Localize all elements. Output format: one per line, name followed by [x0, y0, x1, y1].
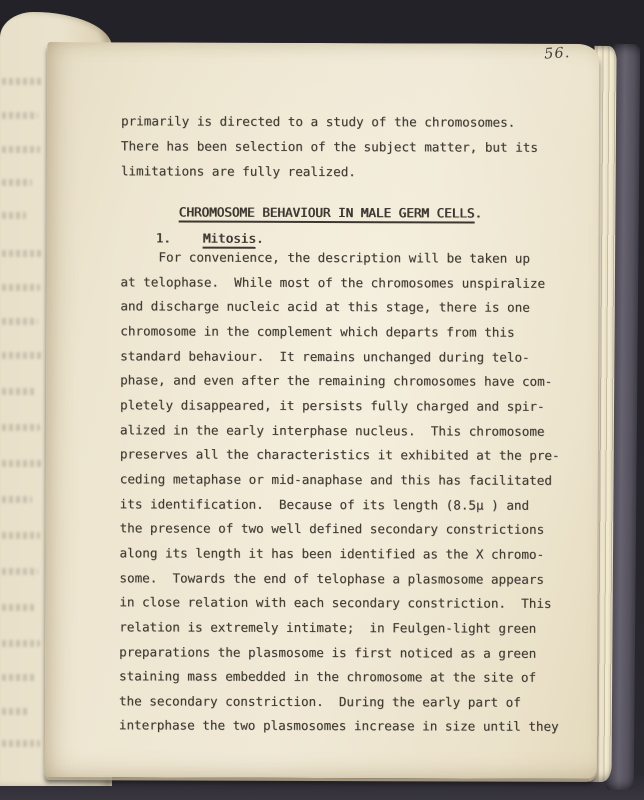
show-through-line [2, 146, 40, 153]
typed-line: its identification. Because of its length (8.5μ ) and [119, 495, 530, 513]
show-through-line [2, 112, 38, 119]
show-through-line [2, 604, 34, 611]
typed-line: chromosome in the complement which departs from this [120, 323, 515, 340]
typed-line: standard behaviour. It remains unchanged during telo- [120, 347, 530, 365]
typed-line: some. Towards the end of telophase a plasmosome appears [119, 569, 545, 587]
show-through-line [2, 708, 28, 715]
show-through-line [2, 318, 38, 325]
typed-line: staining mass embedded in the chromosome at the site of [119, 668, 537, 685]
show-through-line [2, 740, 40, 747]
show-through-line [2, 640, 40, 647]
show-through-line [2, 496, 32, 503]
typed-line: pletely disappeared, it persists fully charged and spir- [119, 397, 545, 414]
show-through-line [2, 284, 40, 291]
show-through-line [2, 352, 42, 359]
typed-line: in close relation with each secondary constriction. This [119, 594, 552, 611]
show-through-line [2, 78, 42, 85]
subsection-number: 1. [155, 230, 171, 246]
typed-line: There has been selection of the subject matter, but its [120, 138, 538, 155]
typed-line: phase, and even after the remaining chromosomes have com- [120, 372, 553, 390]
typed-line: the secondary constriction. During the early part of [118, 693, 521, 710]
typed-line: interphase the two plasmosomes increase in size until they [118, 717, 559, 735]
typed-line: ceding metaphase or mid-anaphase and this has facilitated [119, 471, 552, 488]
manuscript-page [45, 42, 600, 779]
typed-line: along its length it has been identified as the X chromo- [119, 545, 545, 562]
typed-line: relation is extremely intimate; in Feulgen-light green [119, 619, 537, 636]
show-through-line [2, 674, 36, 681]
show-through-line [2, 532, 40, 539]
typed-line: at telophase. While most of the chromosomes unspiralize [120, 273, 546, 291]
section-heading-text: CHROMOSOME BEHAVIOUR IN MALE GERM CELLS [179, 204, 475, 223]
show-through-line [2, 460, 42, 467]
show-through-line [2, 568, 38, 575]
section-heading [179, 198, 482, 225]
page-number: 56. [543, 44, 571, 63]
show-through-line [2, 179, 32, 186]
typed-line: alized in the early interphase nucleus. This chromosome [119, 421, 545, 439]
show-through-line [2, 250, 42, 257]
show-through-line [2, 424, 40, 431]
subsection-label: Mitosis [203, 231, 256, 249]
subsection-period: . [255, 230, 264, 246]
typed-line: preparations the plasmosome is first noticed as a green [119, 643, 537, 661]
typed-line: primarily is directed to a study of the chromosomes. [120, 113, 516, 130]
intro-paragraph [121, 108, 538, 184]
show-through-line [2, 388, 36, 395]
typed-line: limitations are fully realized. [120, 163, 356, 180]
section-heading-period: . [474, 205, 483, 221]
typed-line: preserves all the characteristics it exhibited at the pre- [119, 446, 560, 464]
typed-line: For convenience, the description will be taken up [120, 249, 530, 266]
typed-line: and discharge nucleic acid at this stage, there is one [120, 298, 530, 316]
show-through-line [2, 212, 26, 219]
body-paragraph [119, 245, 560, 740]
typed-line: the presence of two well defined secondary constrictions [119, 520, 545, 537]
